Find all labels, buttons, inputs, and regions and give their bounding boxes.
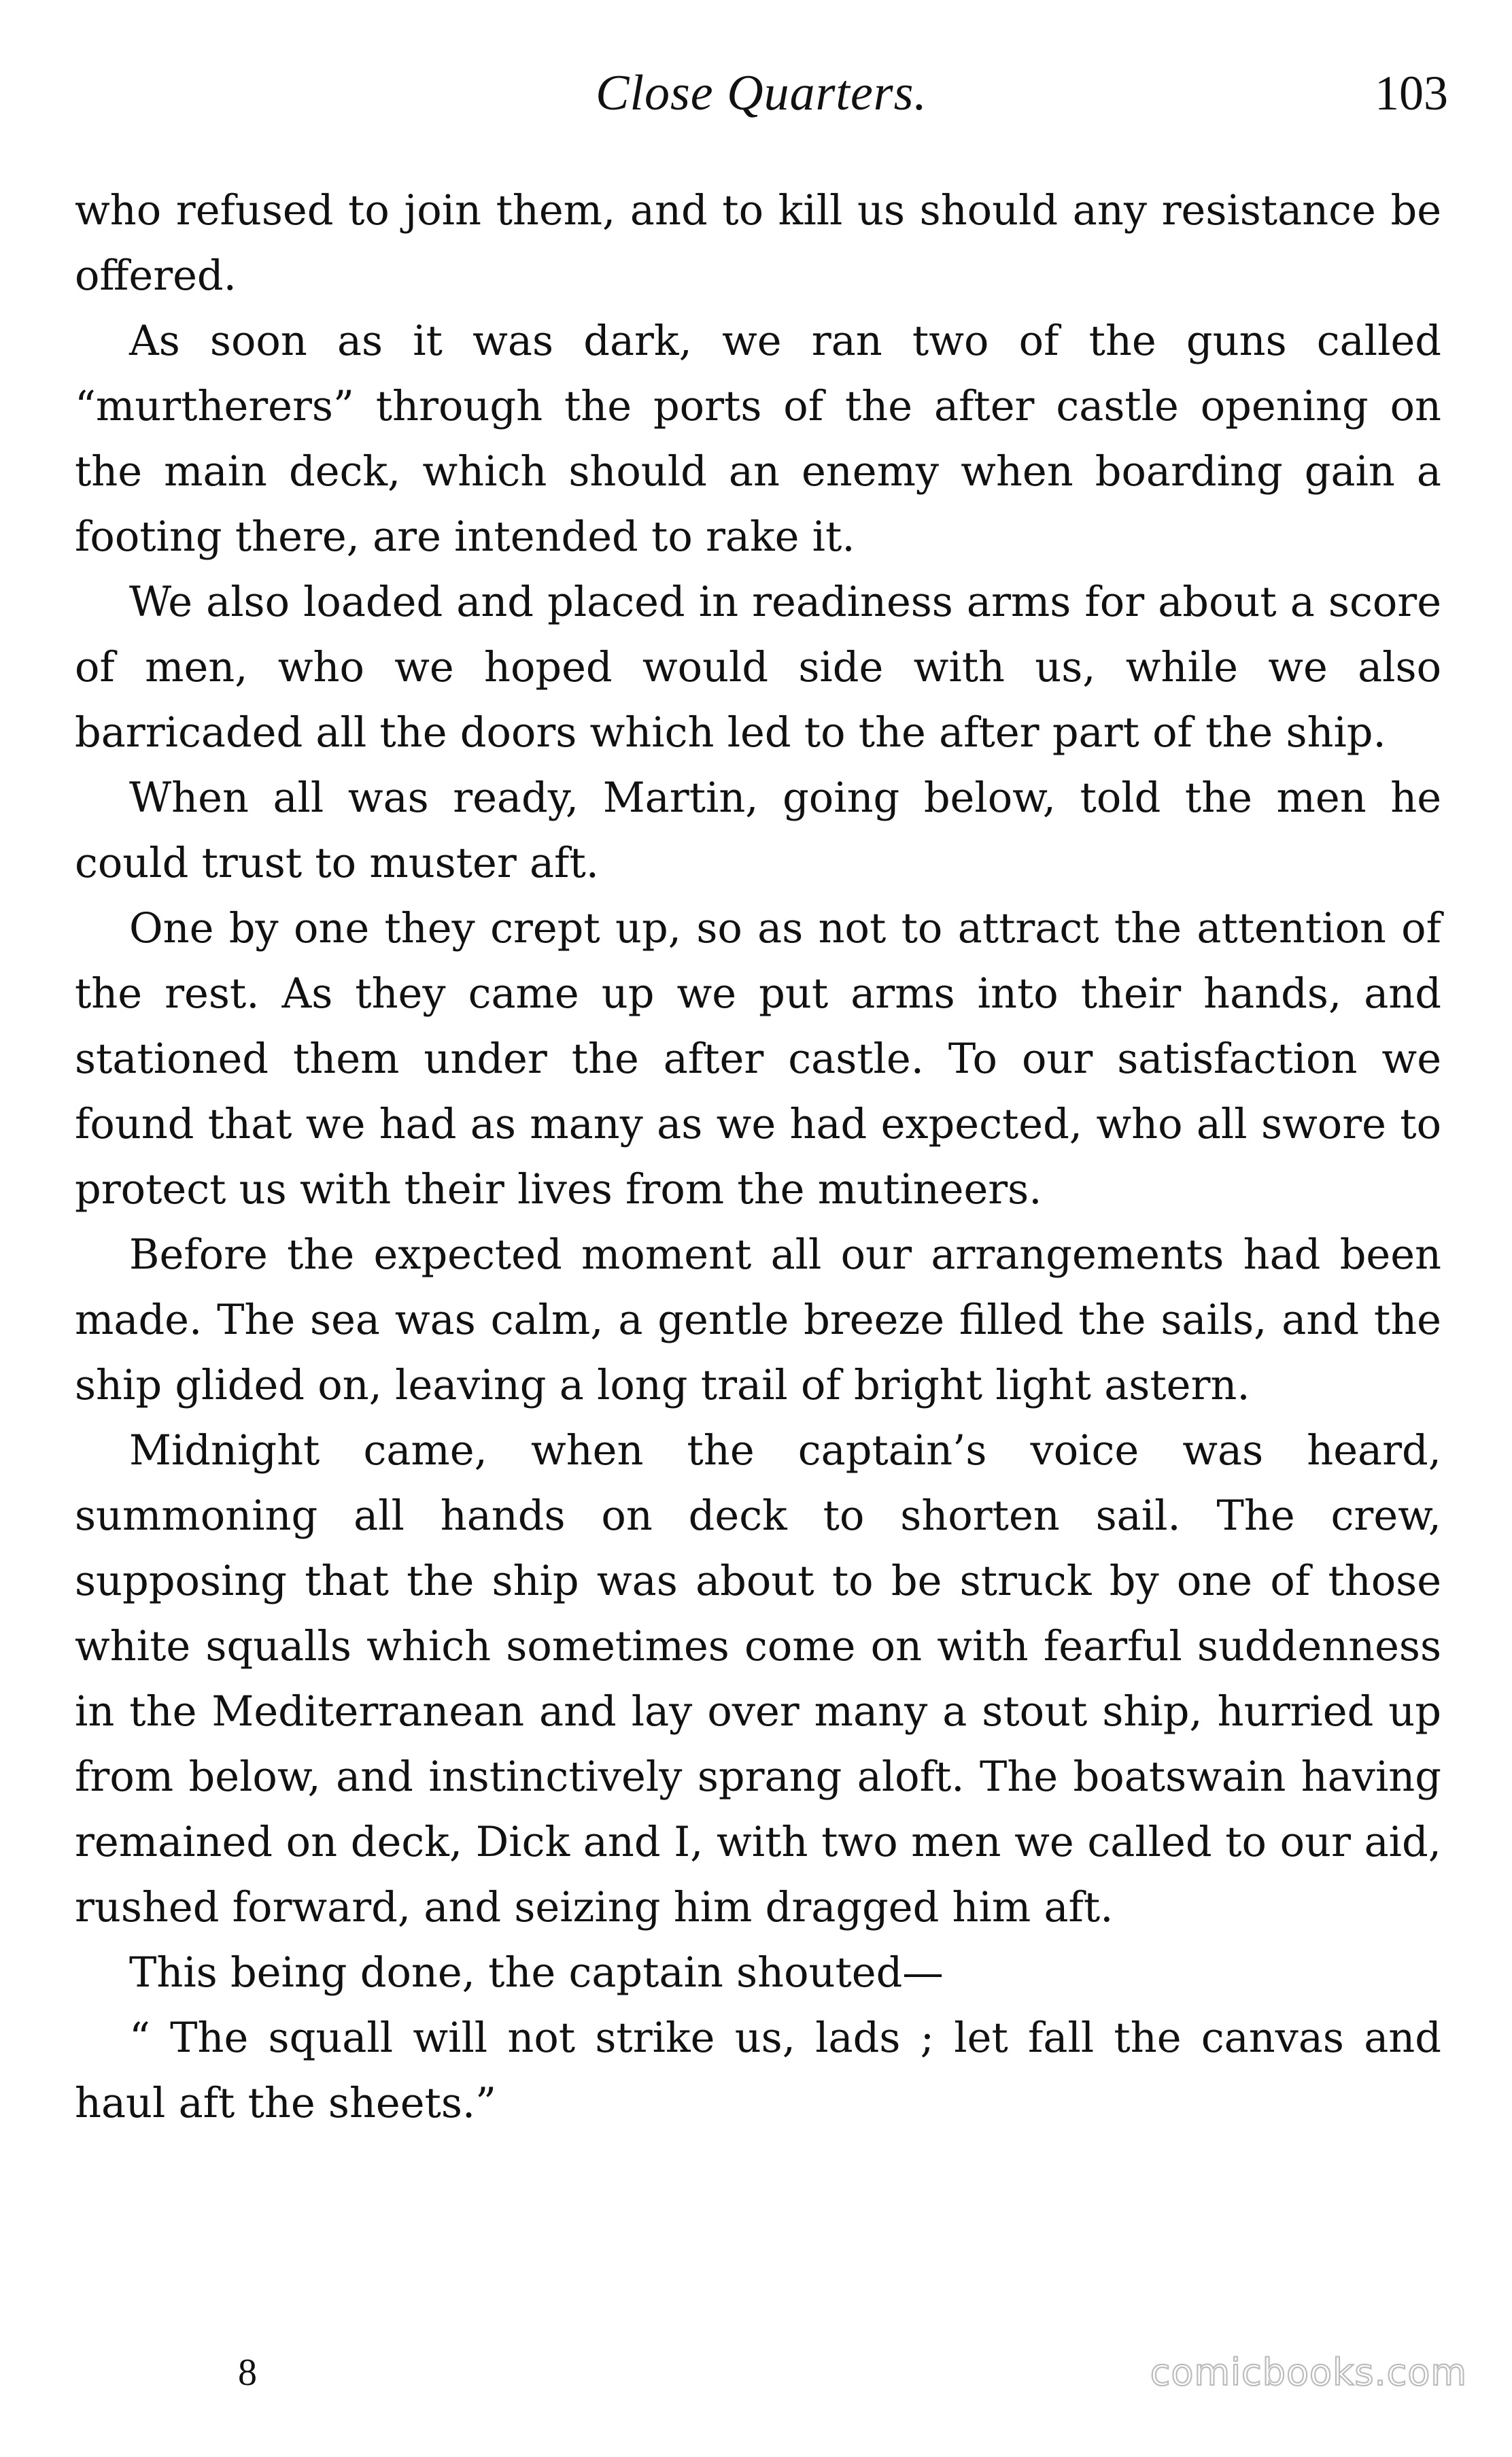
signature-mark: 8 (238, 2352, 257, 2394)
paragraph: One by one they crept up, so as not to attract the attention of the rest. As they came up we put arms into their hands, and stationed them under the after castle. To our satisfaction we found that we had as many as we had expected, who all swore to protect us with their lives from the mutineers. (75, 905, 1441, 1214)
chapter-title: Close Quarters. (596, 65, 927, 121)
page-number: 103 (1375, 66, 1448, 120)
paragraph: As soon as it was dark, we ran two of the guns called “murtherers” through the ports of the after castle opening on the main deck, which should an enemy when boarding gain a footing there, are intended to rake it. (75, 317, 1441, 561)
watermark: comicbooks.com (1150, 2351, 1467, 2394)
paragraph-continued: who refused to join them, and to kill us should any resistance be offered. (75, 187, 1441, 300)
paragraph: Midnight came, when the captain’s voice was heard, summoning all hands on deck to shorten sail. The crew, supposing that the ship was about to be struck by one of those white squalls which sometimes come on with fearful suddenness in the Mediterranean and lay over many a stout ship, hurried up from below, and instinctively sprang aloft. The boatswain having remained on deck, Dick and I, with two men we called to our aid, rushed forward, and seizing him dragged him aft. (75, 1427, 1441, 1931)
paragraph: We also loaded and placed in readiness arms for about a score of men, who we hoped would side with us, while we also barricaded all the doors which led to the after part of the ship. (75, 579, 1441, 757)
paragraph: “ The squall will not strike us, lads ; let fall the canvas and haul aft the sheets.” (75, 2014, 1441, 2127)
running-head (75, 63, 1448, 124)
paragraph: This being done, the captain shouted— (129, 1949, 944, 1997)
paragraph: Before the expected moment all our arrangements had been made. The sea was calm, a gentle breeze filled the sails, and the ship glided on, leaving a long trail of bright light astern. (75, 1231, 1441, 1409)
paragraph: When all was ready, Martin, going below, told the men he could trust to muster aft. (75, 774, 1441, 887)
body-text (75, 178, 1441, 2136)
